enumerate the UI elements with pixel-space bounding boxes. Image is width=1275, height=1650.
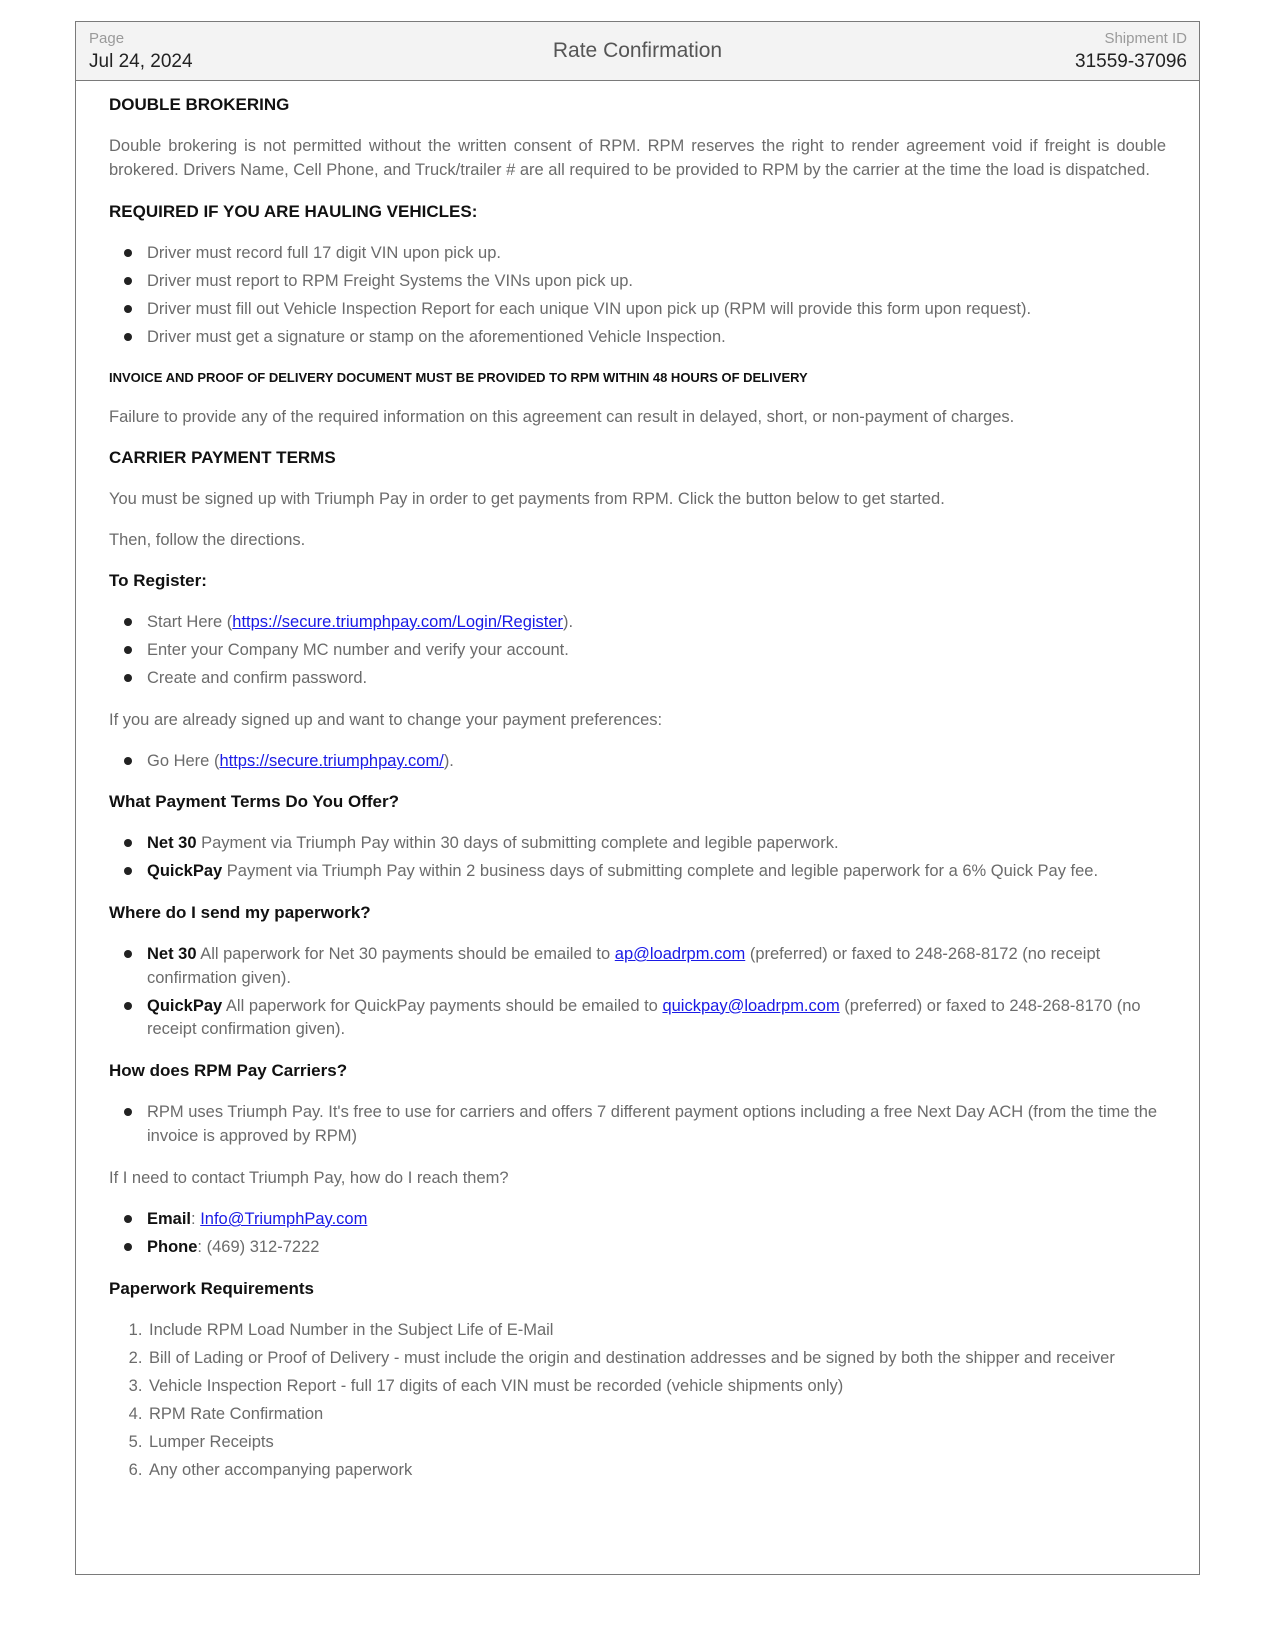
vehicles-list (109, 242, 1166, 350)
header-date: Jul 24, 2024 (89, 51, 193, 72)
contact-list (109, 1208, 1166, 1260)
phone-label: Phone (147, 1238, 198, 1256)
quickpay-text: Payment via Triumph Pay within 2 business days of submitting complete and legible paperwork for a 6% Quick Pay fee. (222, 862, 1099, 880)
invoice-heading: INVOICE AND PROOF OF DELIVERY DOCUMENT MUST BE PROVIDED TO RPM WITHIN 48 HOURS OF DELIVERY (109, 370, 808, 385)
go-prefix: Go Here ( (147, 752, 220, 770)
invoice-text: Failure to provide any of the required information on this agreement can result in delayed, short, or non-payment of charges. (109, 408, 1015, 426)
ap-email-link[interactable]: ap@loadrpm.com (614, 945, 746, 963)
email-sep: : (191, 1210, 201, 1228)
shipment-id: 31559-37096 (1075, 51, 1187, 72)
paperwork-heading: Paperwork Requirements (109, 1279, 315, 1298)
list-item (147, 860, 1166, 884)
list-item: 1. Include RPM Load Number in the Subject Life of E-Mail (147, 1319, 1166, 1343)
net30-label: Net 30 (147, 834, 197, 852)
net30-send-pre: All paperwork for Net 30 payments should be emailed to (196, 945, 615, 963)
list-item: 6. Any other accompanying paperwork (147, 1459, 1166, 1483)
email-label: Email (147, 1210, 192, 1228)
list-item: Enter your Company MC number and verify your account. (147, 639, 1166, 663)
start-prefix: Start Here ( (147, 612, 233, 631)
register-list (109, 611, 1166, 691)
net30-text: Payment via Triumph Pay within 30 days of submitting complete and legible paperwork. (196, 834, 839, 852)
start-suffix: ). (563, 612, 574, 631)
phone-number: : (469) 312-7222 (197, 1238, 320, 1256)
change-list (109, 750, 1166, 774)
quickpay-label: QuickPay (147, 862, 223, 880)
triumphpay-email-link[interactable]: Info@TriumphPay.com (200, 1210, 368, 1228)
change-preferences-text: If you are already signed up and want to change your payment preferences: (109, 710, 663, 729)
register-heading: To Register: (109, 570, 207, 590)
triumphpay-link[interactable]: https://secure.triumphpay.com/ (219, 752, 444, 770)
how-pay-heading: How does RPM Pay Carriers? (109, 1061, 348, 1080)
list-item: 4. RPM Rate Confirmation (147, 1403, 1166, 1427)
list-item (147, 832, 1166, 856)
quickpay-email-link[interactable]: quickpay@loadrpm.com (662, 996, 840, 1015)
payment-terms-text: You must be signed up with Triumph Pay in order to get payments from RPM. Click the button below to get started. (109, 489, 945, 508)
quickpay-send-post: (preferred) or faxed to 248-268-8170 (no receipt confirmation given). (147, 996, 1141, 1038)
how-pay-list (109, 1101, 1166, 1148)
list-item: Driver must get a signature or stamp on the aforementioned Vehicle Inspection. (147, 326, 1166, 350)
quickpay-label: QuickPay (147, 996, 223, 1015)
list-item: 2. Bill of Lading or Proof of Delivery - must include the origin and destination addresses and be signed by both the shipper and receiver (147, 1347, 1166, 1371)
list-item (147, 750, 1166, 774)
list-item: RPM uses Triumph Pay. It's free to use for carriers and offers 7 different payment options including a free Next Day ACH (from the time the invoice is approved by RPM) (147, 1101, 1166, 1148)
double-brokering-text: Double brokering is not permitted without the written consent of RPM. RPM reserves the right to render agreement void if freight is double brokered. Drivers Name, Cell Phone, and Truck/trailer # are all required to be provided to RPM by the carrier at the time the load is dispatched. (109, 137, 1166, 179)
list-item: Driver must record full 17 digit VIN upon pick up. (147, 242, 1166, 266)
document-body (109, 81, 1166, 1487)
page-header (76, 22, 1199, 81)
net30-send-post: (preferred) or faxed to 248-268-8172 (no receipt confirmation given). (147, 945, 1101, 987)
offer-list (109, 832, 1166, 884)
list-item (147, 1236, 1166, 1260)
list-item: Create and confirm password. (147, 667, 1166, 691)
payment-terms-directions: Then, follow the directions. (109, 531, 306, 549)
net30-label: Net 30 (147, 945, 197, 963)
paperwork-list (109, 1319, 1166, 1483)
document-frame (75, 21, 1200, 1575)
list-item (147, 943, 1166, 990)
send-heading: Where do I send my paperwork? (109, 903, 371, 922)
vehicles-heading: REQUIRED IF YOU ARE HAULING VEHICLES: (109, 202, 478, 221)
send-list (109, 943, 1166, 1042)
page-title: Rate Confirmation (552, 39, 723, 62)
shipment-label: Shipment ID (1104, 30, 1187, 47)
contact-text: If I need to contact Triumph Pay, how do I reach them? (109, 1168, 509, 1187)
quickpay-send-pre: All paperwork for QuickPay payments should be emailed to (222, 996, 663, 1015)
list-item (147, 995, 1166, 1042)
list-item (147, 1208, 1166, 1232)
go-suffix: ). (443, 752, 454, 770)
payment-terms-heading: CARRIER PAYMENT TERMS (109, 447, 336, 467)
page-label: Page (89, 30, 125, 47)
list-item: 3. Vehicle Inspection Report - full 17 digits of each VIN must be recorded (vehicle shipments only) (147, 1375, 1166, 1399)
offer-heading: What Payment Terms Do You Offer? (109, 792, 399, 811)
header-shipment-block (1075, 29, 1187, 75)
list-item: Driver must fill out Vehicle Inspection Report for each unique VIN upon pick up (RPM will provide this form upon request). (147, 298, 1166, 322)
double-brokering-heading: DOUBLE BROKERING (109, 95, 290, 114)
list-item: Driver must report to RPM Freight Systems the VINs upon pick up. (147, 270, 1166, 294)
list-item (147, 611, 1166, 635)
list-item: 5. Lumper Receipts (147, 1431, 1166, 1455)
register-link[interactable]: https://secure.triumphpay.com/Login/Register (232, 612, 564, 631)
